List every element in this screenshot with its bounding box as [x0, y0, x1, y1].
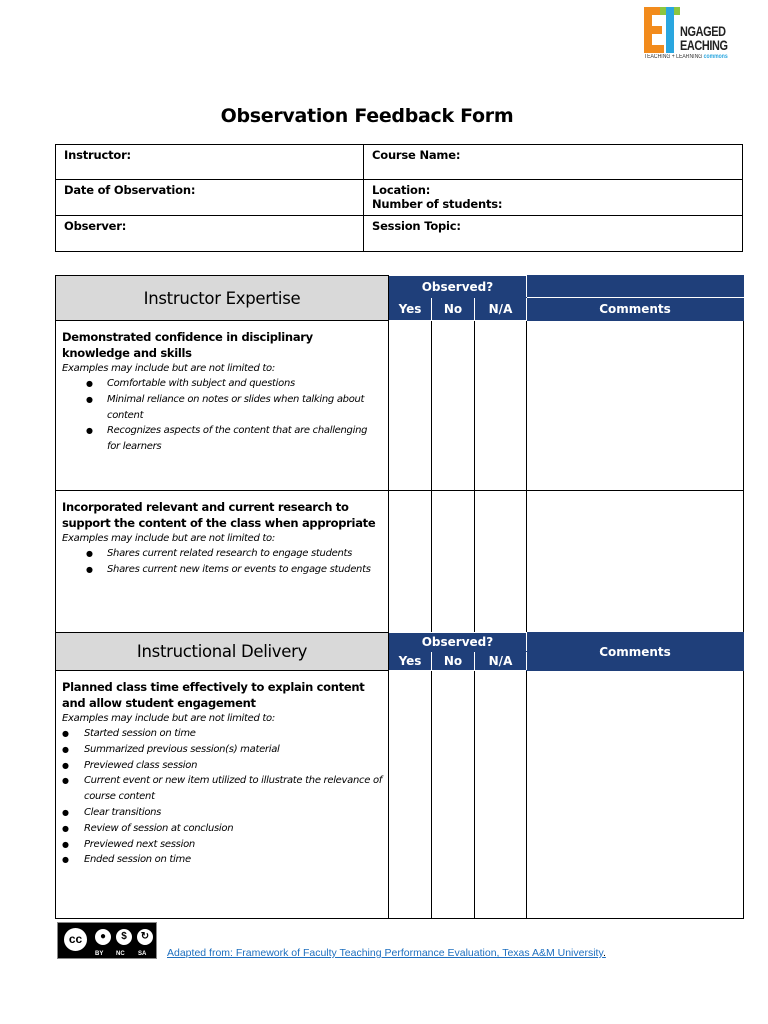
noncommercial-icon: $ — [114, 927, 134, 947]
examples-list — [62, 726, 382, 868]
comments-cell[interactable] — [527, 491, 744, 633]
observed-header: Observed? — [389, 276, 527, 298]
comments-cell[interactable] — [527, 321, 744, 491]
comments-header-top — [527, 276, 744, 298]
na-header: N/A — [475, 298, 527, 321]
na-cell[interactable] — [475, 491, 527, 633]
criterion-research — [56, 491, 389, 633]
section-title: Instructional Delivery — [56, 633, 389, 671]
comments-cell[interactable] — [527, 671, 744, 919]
attribution-text: Adapted from: Framework of Faculty Teaching Performance Evaluation, Texas A&M University. — [167, 947, 606, 959]
cc-label-by: BY — [95, 951, 104, 957]
yes-header: Yes — [389, 652, 432, 671]
list-item: ● Recognizes aspects of the content that are challenging for learners — [62, 423, 382, 455]
list-item: ● Started session on time — [62, 726, 382, 742]
number-of-students-label: Number of students: — [372, 197, 503, 211]
logo-tagline: TEACHING + LEARNING commons — [644, 54, 728, 60]
location-label: Location: — [372, 183, 431, 197]
examples-list — [62, 546, 382, 578]
attribution-icon: ● — [93, 927, 113, 947]
cc-icon: cc — [62, 926, 89, 953]
yes-cell[interactable] — [389, 321, 432, 491]
yes-cell[interactable] — [389, 671, 432, 919]
session-topic-field[interactable]: Session Topic: — [364, 216, 743, 252]
yes-cell[interactable] — [389, 491, 432, 633]
no-cell[interactable] — [432, 321, 475, 491]
creative-commons-badge — [57, 922, 157, 959]
section-title: Instructor Expertise — [56, 276, 389, 321]
criterion-confidence — [56, 321, 389, 491]
criterion-heading: Incorporated relevant and current research to support the content of the class when appropriate — [62, 500, 376, 530]
list-item: ● Review of session at conclusion — [62, 821, 382, 837]
criterion-planned-time — [56, 671, 389, 919]
list-item: ● Ended session on time — [62, 852, 382, 868]
instructional-delivery-table — [55, 632, 744, 919]
examples-label: Examples may include but are not limited to: — [62, 713, 275, 724]
list-item: ● Minimal reliance on notes or slides when talking about content — [62, 392, 382, 424]
session-info-table — [55, 144, 743, 252]
examples-label: Examples may include but are not limited to: — [62, 533, 275, 544]
location-students-field[interactable] — [364, 180, 743, 216]
cc-label-nc: NC — [116, 951, 125, 957]
na-cell[interactable] — [475, 671, 527, 919]
observer-field[interactable]: Observer: — [56, 216, 364, 252]
list-item: ● Clear transitions — [62, 805, 382, 821]
comments-header: Comments — [527, 298, 744, 321]
yes-header: Yes — [389, 298, 432, 321]
na-header: N/A — [475, 652, 527, 671]
instructor-expertise-table — [55, 275, 744, 633]
list-item: ● Previewed next session — [62, 837, 382, 853]
course-name-field[interactable]: Course Name: — [364, 145, 743, 180]
logo-word-engaged: NGAGED — [680, 23, 726, 39]
list-item: ● Shares current new items or events to engage students — [62, 562, 382, 578]
page-title: Observation Feedback Form — [220, 105, 514, 127]
list-item: ● Comfortable with subject and questions — [62, 376, 382, 392]
no-header: No — [432, 298, 475, 321]
no-header: No — [432, 652, 475, 671]
sharealike-icon: ↻ — [135, 927, 155, 947]
examples-list — [62, 376, 382, 455]
list-item: ● Shares current related research to engage students — [62, 546, 382, 562]
attribution-link[interactable]: Adapted from: Framework of Faculty Teaching Performance Evaluation, Texas A&M University — [167, 947, 603, 959]
no-cell[interactable] — [432, 671, 475, 919]
cc-label-sa: SA — [138, 951, 147, 957]
criterion-heading: Planned class time effectively to explain content and allow student engagement — [62, 680, 365, 710]
logo-word-teaching: EACHING — [680, 37, 728, 53]
list-item: ● Current event or new item utilized to illustrate the relevance of course content — [62, 773, 382, 805]
no-cell[interactable] — [432, 491, 475, 633]
engaged-teaching-logo — [644, 7, 740, 59]
examples-label: Examples may include but are not limited to: — [62, 363, 275, 374]
instructor-field[interactable]: Instructor: — [56, 145, 364, 180]
logo-t-mark — [660, 7, 680, 53]
date-of-observation-field[interactable]: Date of Observation: — [56, 180, 364, 216]
observed-header: Observed? — [389, 633, 527, 652]
comments-header: Comments — [527, 633, 744, 671]
criterion-heading: Demonstrated confidence in disciplinary knowledge and skills — [62, 330, 313, 360]
list-item: ● Previewed class session — [62, 758, 382, 774]
list-item: ● Summarized previous session(s) material — [62, 742, 382, 758]
na-cell[interactable] — [475, 321, 527, 491]
